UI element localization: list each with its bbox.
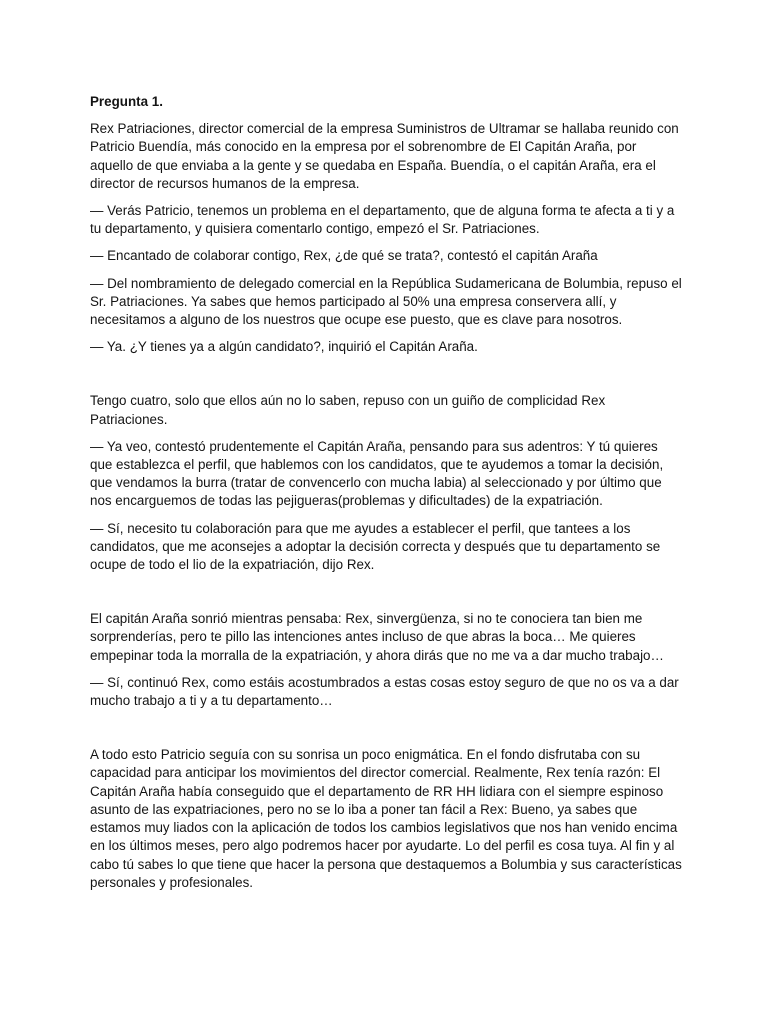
document-page <box>90 93 682 901</box>
paragraph-dialogue: — Verás Patricio, tenemos un problema en el departamento, que de alguna forma te afecta a ti y a tu departamento, y quisiera comentarlo contigo, empezó el Sr. Patriaciones. <box>90 203 675 237</box>
paragraph-dialogue: Tengo cuatro, solo que ellos aún no lo saben, repuso con un guiño de complicidad Rex Patriaciones. <box>90 393 606 427</box>
paragraph-dialogue: — Sí, necesito tu colaboración para que me ayudes a establecer el perfil, que tantees a los candidatos, que me aconsejes a adoptar la decisión correcta y después que tu departamento se ocupe de todo el lio de la expatriación, dijo Rex. <box>90 520 661 573</box>
paragraph-intro: Rex Patriaciones, director comercial de la empresa Suministros de Ultramar se hallaba reunido con Patricio Buendía, más conocido en la empresa por el sobrenombre de El Capitán Araña, por aquello de que enviaba a la gente y se quedaba en España. Buendía, o el capitán Araña, era el director de recursos humanos de la empresa. <box>90 121 679 191</box>
paragraph-dialogue: — Ya. ¿Y tienes ya a algún candidato?, inquirió el Capitán Araña. <box>90 339 478 355</box>
paragraph-dialogue: — Encantado de colaborar contigo, Rex, ¿de qué se trata?, contestó el capitán Araña <box>90 248 598 264</box>
paragraph-narration: A todo esto Patricio seguía con su sonrisa un poco enigmática. En el fondo disfrutaba con su capacidad para anticipar los movimientos del director comercial. Realmente, Rex tenía razón: El Capitán Araña había conseguido que el departamento de RR HH lidiara con el siempre espinoso asunto de las expatriaciones, pero no se lo iba a poner tan fácil a Rex: Bueno, ya sabes que estamos muy liados con la aplicación de todos los cambios legislativos que nos han venido encima en los últimos meses, pero algo podremos hacer por ayudarte. Lo del perfil es cosa tuya. Al fin y al cabo tú sabes lo que tiene que hacer la persona que destaquemos a Bolumbia y sus características personales y profesionales. <box>90 747 682 890</box>
paragraph-dialogue: — Del nombramiento de delegado comercial en la República Sudamericana de Bolumbia, repuso el Sr. Patriaciones. Ya sabes que hemos participado al 50% una empresa conservera allí, y necesitamos a alguno de los nuestros que ocupe ese puesto, que es clave para nosotros. <box>90 275 682 328</box>
paragraph-dialogue: — Sí, continuó Rex, como estáis acostumbrados a estas cosas estoy seguro de que no os va a dar mucho trabajo a ti y a tu departamento… <box>90 674 679 709</box>
question-heading: Pregunta 1. <box>90 94 163 109</box>
paragraph-dialogue: — Ya veo, contestó prudentemente el Capitán Araña, pensando para sus adentros: Y tú quieres que establezca el perfil, que hablemos con los candidatos, que te ayudemos a tomar la decisión, que vendamos la burra (tratar de convencerlo con mucha labia) al seleccionado y por último que nos encarguemos de todas las pejigueras(problemas y dificultades) de la expatriación. <box>90 438 664 509</box>
paragraph-narration: El capitán Araña sonrió mientras pensaba: Rex, sinvergüenza, si no te conociera tan bien me sorprenderías, pero te pillo las intenciones antes incluso de que abras la boca… Me quieres empepinar toda la morralla de la expatriación, y ahora dirás que no me va a dar mucho trabajo… <box>90 611 664 663</box>
